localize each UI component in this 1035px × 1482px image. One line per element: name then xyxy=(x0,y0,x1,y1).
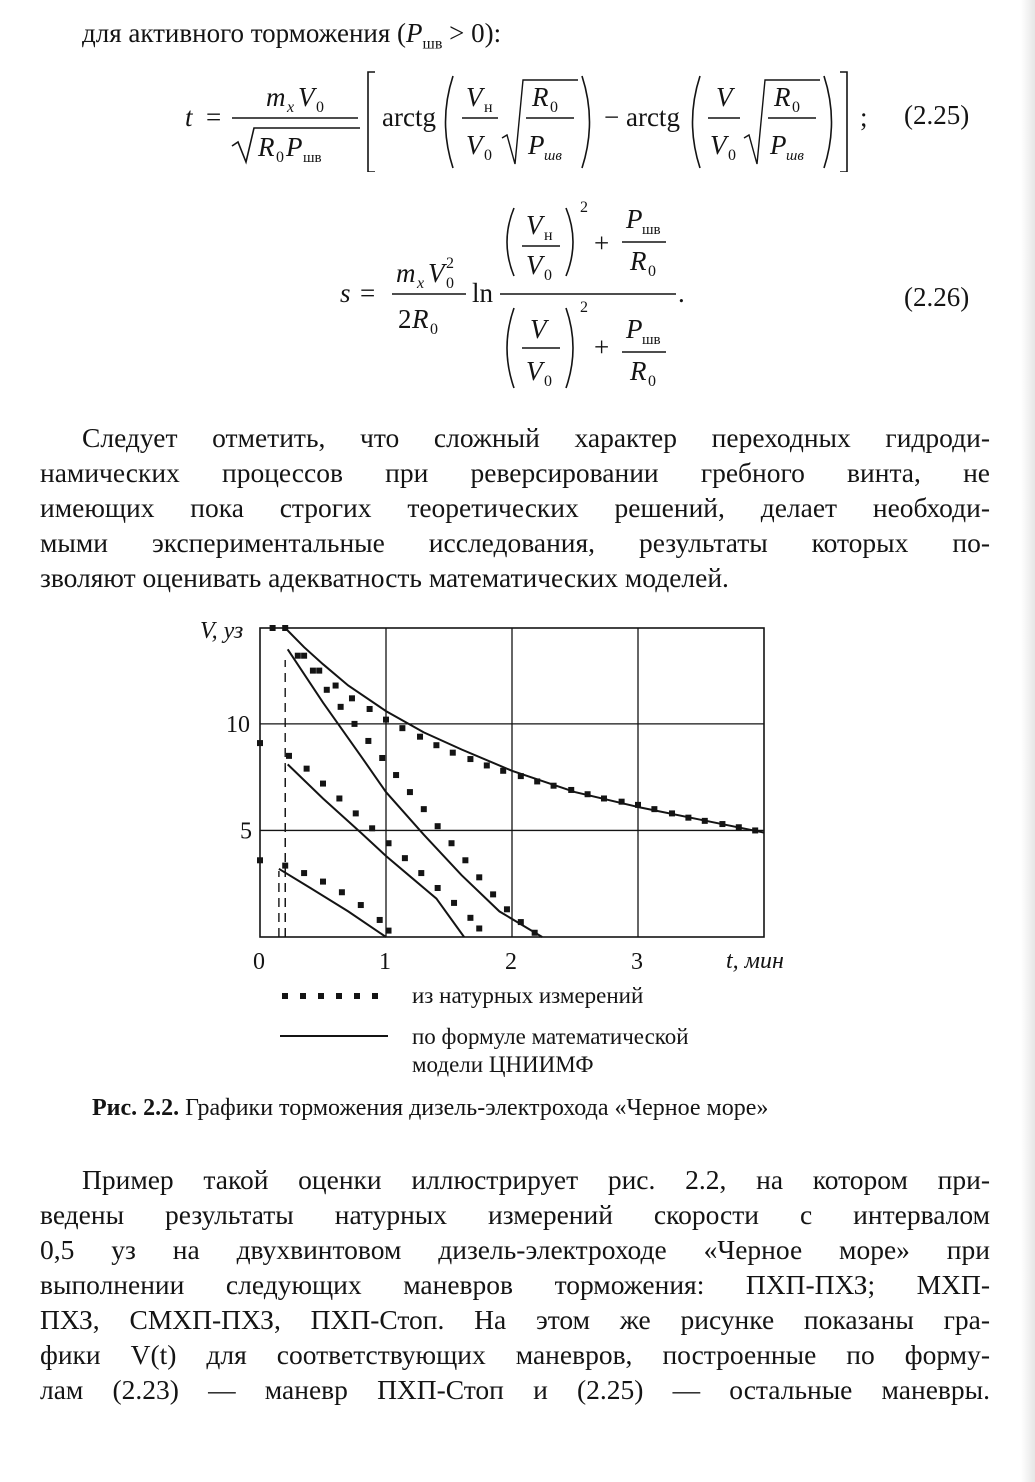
equation-number-2-26: (2.26) xyxy=(904,282,970,312)
svg-text:V: V xyxy=(526,250,543,280)
svg-text:R: R xyxy=(630,246,647,276)
paragraph-line: мыми экспериментальные исследования, результаты которых по- xyxy=(40,527,990,558)
svg-text:V: V xyxy=(466,82,483,112)
svg-text:V: V xyxy=(716,82,733,112)
measured-point xyxy=(270,625,276,631)
model-curve xyxy=(285,628,764,833)
measured-point xyxy=(449,840,455,846)
svg-text:2: 2 xyxy=(398,304,412,334)
measured-point xyxy=(320,781,326,787)
paragraph-line: ведены результаты натурных измерений скорости с интервалом xyxy=(40,1199,990,1230)
measured-point xyxy=(484,762,490,768)
svg-text:;: ; xyxy=(860,102,868,132)
svg-text:V: V xyxy=(710,130,727,160)
svg-text:н: н xyxy=(544,227,553,244)
legend-swatches xyxy=(280,985,400,1045)
measured-point xyxy=(257,740,263,746)
svg-text:0: 0 xyxy=(648,373,656,390)
formula-lhs-s: s xyxy=(340,278,351,308)
measured-point xyxy=(353,810,359,816)
measured-point xyxy=(421,806,427,812)
svg-text:0: 0 xyxy=(792,99,800,116)
svg-text:x: x xyxy=(287,99,295,116)
measured-point xyxy=(295,653,301,659)
paragraph-line: Пример такой оценки иллюстрирует рис. 2.2, на котором при- xyxy=(82,1164,990,1195)
svg-text:V: V xyxy=(428,258,445,288)
measured-point xyxy=(435,823,441,829)
svg-text:V: V xyxy=(530,314,547,344)
svg-text:V: V xyxy=(298,82,315,112)
measured-point xyxy=(304,766,310,772)
measured-point xyxy=(386,928,392,934)
measured-point xyxy=(399,725,405,731)
measured-point xyxy=(336,795,342,801)
legend-dotted-label: из натурных измерений xyxy=(412,983,644,1008)
x-tick-label: 3 xyxy=(631,949,643,975)
measured-point xyxy=(393,772,399,778)
svg-text:P: P xyxy=(626,314,643,344)
svg-text:R: R xyxy=(412,304,429,334)
measured-point xyxy=(333,683,339,689)
measured-point xyxy=(365,738,371,744)
svg-text:V: V xyxy=(526,356,543,386)
svg-text:0: 0 xyxy=(544,267,552,284)
measured-point xyxy=(490,891,496,897)
measured-point xyxy=(435,885,441,891)
measured-point xyxy=(377,917,383,923)
measured-point xyxy=(467,756,473,762)
svg-text:2: 2 xyxy=(446,255,454,272)
svg-text:=: = xyxy=(360,278,376,308)
measured-point xyxy=(257,857,263,863)
measured-point xyxy=(324,687,330,693)
measured-point xyxy=(310,668,316,674)
equation-number-2-25: (2.25) xyxy=(904,100,970,130)
measured-point xyxy=(367,706,373,712)
paragraph-1 xyxy=(40,420,990,595)
svg-text:R: R xyxy=(630,356,647,386)
svg-text:ln: ln xyxy=(472,278,494,308)
legend-solid-label-2: модели ЦНИИМФ xyxy=(412,1052,594,1077)
measured-point xyxy=(417,734,423,740)
svg-text:0: 0 xyxy=(484,147,492,164)
figure-caption: Рис. 2.2. Графики торможения дизель-электрохода «Черное море» xyxy=(92,1095,769,1121)
x-tick-label: 1 xyxy=(379,949,391,975)
svg-text:P: P xyxy=(286,132,303,162)
measured-point xyxy=(476,874,482,880)
measured-point xyxy=(320,879,326,885)
paragraph-line: 0,5 уз на двухвинтовом дизель-электроходе «Черное море» при xyxy=(40,1234,990,1265)
svg-text:0: 0 xyxy=(648,263,656,280)
svg-text:0: 0 xyxy=(430,321,438,338)
measured-point xyxy=(462,857,468,863)
svg-text:0: 0 xyxy=(276,149,284,166)
measured-point xyxy=(450,750,456,756)
measured-point xyxy=(386,840,392,846)
formula-2-25 xyxy=(170,62,890,172)
page-edge-shadow xyxy=(1021,0,1035,1482)
svg-text:m: m xyxy=(396,258,416,288)
measured-point xyxy=(286,753,292,759)
measured-point xyxy=(402,855,408,861)
measured-point xyxy=(282,863,288,869)
paragraph-line: зволяют оценивать адекватность математических моделей. xyxy=(40,562,729,593)
svg-text:.: . xyxy=(678,278,685,308)
svg-text:0: 0 xyxy=(550,99,558,116)
formula-2-26 xyxy=(336,190,716,400)
svg-text:P: P xyxy=(770,130,787,160)
measured-point xyxy=(418,870,424,876)
measured-point xyxy=(407,789,413,795)
paragraph-line: Следует отметить, что сложный характер переходных гидроди- xyxy=(82,422,990,453)
svg-text:+: + xyxy=(594,228,610,258)
legend-solid-label-1: по формуле математической xyxy=(412,1024,689,1049)
model-curve xyxy=(279,869,386,937)
measured-point xyxy=(433,742,439,748)
svg-text:0: 0 xyxy=(316,99,324,116)
x-tick-label: 2 xyxy=(505,949,517,975)
measured-point xyxy=(476,925,482,931)
svg-text:+: + xyxy=(594,332,610,362)
measured-point xyxy=(504,906,510,912)
svg-text:шв: шв xyxy=(642,332,661,348)
legend-dotted-swatch xyxy=(282,993,378,999)
braking-chart xyxy=(180,612,820,982)
svg-text:2: 2 xyxy=(580,299,588,316)
y-tick-label: 10 xyxy=(226,711,250,738)
paragraph-line: фики V(t) для соответствующих маневров, построенные по форму- xyxy=(40,1339,990,1370)
svg-text:− arctg: − arctg xyxy=(604,102,680,132)
x-axis-label: t, мин xyxy=(726,948,784,974)
x-tick-label: 0 xyxy=(253,949,265,975)
y-axis-label: V, уз xyxy=(200,618,244,644)
svg-text:P: P xyxy=(528,130,545,160)
svg-text:R: R xyxy=(532,82,549,112)
svg-text:0: 0 xyxy=(446,275,454,292)
paragraph-line: намических процессов при реверсировании гребного винта, не xyxy=(40,457,990,488)
svg-text:н: н xyxy=(484,99,493,116)
measured-point xyxy=(383,717,389,723)
paragraph-line: имеющих пока строгих теоретических решений, делает необходи- xyxy=(40,492,990,523)
svg-text:V: V xyxy=(526,210,543,240)
svg-text:2: 2 xyxy=(580,199,588,216)
paragraph-line: лам (2.23) — маневр ПХП-Стоп и (2.25) — остальные маневры. xyxy=(40,1374,990,1405)
svg-text:x: x xyxy=(417,275,425,292)
figure-2-2 xyxy=(180,612,820,987)
measured-point xyxy=(301,870,307,876)
paragraph-line: выполнении следующих маневров торможения: ПХП-ПХЗ; МХП- xyxy=(40,1269,990,1300)
measured-point xyxy=(352,721,358,727)
measured-point xyxy=(339,889,345,895)
svg-text:0: 0 xyxy=(728,147,736,164)
svg-text:шв: шв xyxy=(786,148,804,164)
svg-text:шв: шв xyxy=(642,222,661,238)
paragraph-2 xyxy=(40,1162,990,1407)
svg-text:arctg: arctg xyxy=(382,102,436,132)
measured-point xyxy=(467,915,473,921)
svg-text:шв: шв xyxy=(544,148,562,164)
measured-point xyxy=(369,825,375,831)
svg-text:шв: шв xyxy=(303,150,322,166)
measured-point xyxy=(316,668,322,674)
svg-text:=: = xyxy=(206,102,222,132)
measured-point xyxy=(451,900,457,906)
measured-point xyxy=(358,902,364,908)
svg-text:0: 0 xyxy=(544,373,552,390)
svg-text:V: V xyxy=(466,130,483,160)
svg-text:P: P xyxy=(626,204,643,234)
measured-point xyxy=(338,704,344,710)
measured-point xyxy=(349,695,355,701)
y-tick-label: 5 xyxy=(240,818,252,845)
measured-point xyxy=(301,653,307,659)
svg-text:R: R xyxy=(258,132,275,162)
formula-lhs: t xyxy=(185,102,193,132)
svg-text:m: m xyxy=(266,82,286,112)
svg-text:R: R xyxy=(774,82,791,112)
measured-point xyxy=(379,755,385,761)
paragraph-line: ПХЗ, СМХП-ПХЗ, ПХП-Стоп. На этом же рисунке показаны гра- xyxy=(40,1304,990,1335)
intro-line: для активного торможения $(P_{шв} > 0)$: xyxy=(82,18,502,53)
